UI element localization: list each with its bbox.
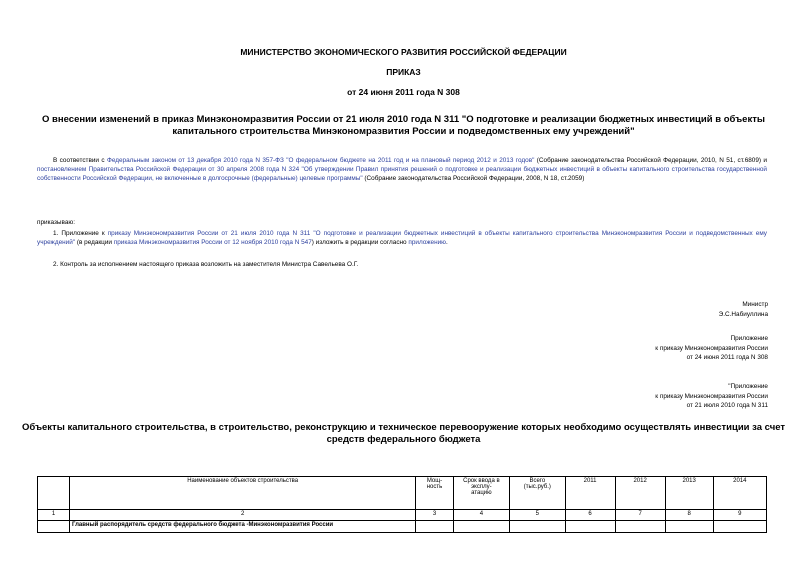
number-cell: 6: [565, 510, 615, 521]
number-cell: 4: [453, 510, 509, 521]
doc-type: ПРИКАЗ: [386, 67, 421, 77]
doc-date: от 24 июня 2011 года N 308: [347, 87, 460, 97]
order-item-2: 2. Контроль за исполнением настоящего приказа возложить на заместителя Министра Савельева О.Г.: [53, 261, 359, 268]
header-cell: Всего (тыс.руб.): [510, 477, 565, 510]
table-cell: [665, 521, 713, 533]
appendix-block-311: [655, 382, 768, 411]
table-cell: [510, 521, 565, 533]
number-cell: 2: [69, 510, 415, 521]
preamble-text-3: (Собрание законодательства Российской Федерации, 2008, N 18, ст.2059): [362, 175, 585, 182]
header-cell: Наименование объектов строительства: [69, 477, 415, 510]
federal-law-link[interactable]: Федеральным законом от 13 декабря 2010 года N 357-ФЗ "О федеральном бюджете на 2011 год и на плановый период 2012 и 2013 годов": [107, 157, 535, 164]
header-cell: 2012: [615, 477, 665, 510]
appendix-block-308: [655, 334, 768, 363]
order-title: [0, 114, 807, 138]
appendix-link[interactable]: приложению: [408, 239, 446, 246]
number-cell: 5: [510, 510, 565, 521]
appendix-311-line2: к приказу Минэкономразвития России: [655, 392, 768, 400]
number-cell: 3: [416, 510, 453, 521]
table-number-row: [38, 510, 767, 521]
appendix-311-line1: "Приложение: [728, 383, 768, 390]
signature-block: [719, 300, 768, 319]
objects-table: [37, 476, 767, 533]
appendix-311-line3: от 21 июля 2010 года N 311: [686, 402, 768, 409]
table-cell: [416, 521, 453, 533]
order-547-link[interactable]: приказа Минэкономразвития России от 12 ноября 2010 года N 547: [113, 239, 312, 246]
number-cell: 9: [713, 510, 766, 521]
government-decree-link[interactable]: постановлением Правительства Российской Федерации от 30 апреля 2008 года N 324 "Об утверждении Правил принятия решений о подготовке и реализации бюджетных инвестиций в объекты капитального строительства государственной собственности Российской Федерации, не включенные в долгосрочные (федеральные) целевые программы": [37, 166, 767, 182]
objects-title: [0, 422, 807, 446]
preamble-text-1: В соответствии с: [53, 157, 107, 164]
table-cell: [615, 521, 665, 533]
order-311-link[interactable]: приказу Минэкономразвития России от 21 июля 2010 года N 311 "О подготовке и реализации бюджетных инвестиций в объекты капитального строительства Минэкономразвития России и подведомственных ему учреждений": [37, 230, 767, 246]
table-header-row: [38, 477, 767, 510]
appendix-308-line1: Приложение: [730, 335, 768, 342]
preamble-text-2: (Собрание законодательства Российской Федерации, 2010, N 51, ст.6809) и: [534, 157, 768, 164]
group-row-label: Главный распорядитель средств федерального бюджета -Минэкономразвития России: [69, 521, 415, 533]
table-cell: [453, 521, 509, 533]
item1-text-1: 1. Приложение к: [53, 230, 108, 237]
order-title-line1: О внесении изменений в приказ Минэкономразвития России от 21 июля 2010 года N 311 "О подготовке и реализации бюджетных инвестиций в объекты: [42, 114, 765, 125]
signature-name: Э.С.Набиуллина: [718, 310, 768, 318]
table-cell: [713, 521, 766, 533]
item1-text-2: (в редакции: [75, 239, 114, 246]
objects-title-line1: Объекты капитального строительства, в строительство, реконструкцию и техническое перевооружение которых необходимо осуществлять инвестиции за счет: [21, 422, 786, 433]
item1-text-3: ) изложить в редакции согласно: [311, 239, 409, 246]
header-cell: Мощ- ность: [416, 477, 453, 510]
table-cell: [38, 521, 70, 533]
header-cell: [38, 477, 70, 510]
ministry-heading: МИНИСТЕРСТВО ЭКОНОМИЧЕСКОГО РАЗВИТИЯ РОССИЙСКОЙ ФЕДЕРАЦИИ: [240, 47, 567, 57]
order-title-line2: капитального строительства Минэкономразвития России и подведомственных ему учреждений": [172, 126, 635, 137]
preamble: [37, 156, 767, 183]
header-cell: Срок ввода в эксплу- атацию: [453, 477, 509, 510]
header-cell: 2011: [565, 477, 615, 510]
order-word: приказываю:: [37, 219, 75, 226]
header-cell: 2013: [665, 477, 713, 510]
number-cell: 1: [38, 510, 70, 521]
objects-title-line2: средств федерального бюджета: [326, 434, 481, 445]
table-row: [38, 521, 767, 533]
header-cell: 2014: [713, 477, 766, 510]
order-item-1: [37, 229, 767, 247]
table-cell: [565, 521, 615, 533]
item1-text-4: .: [445, 239, 448, 246]
appendix-308-line2: к приказу Минэкономразвития России: [655, 344, 768, 352]
signature-role: Министр: [742, 301, 768, 308]
number-cell: 7: [615, 510, 665, 521]
number-cell: 8: [665, 510, 713, 521]
appendix-308-line3: от 24 июня 2011 года N 308: [686, 354, 768, 361]
